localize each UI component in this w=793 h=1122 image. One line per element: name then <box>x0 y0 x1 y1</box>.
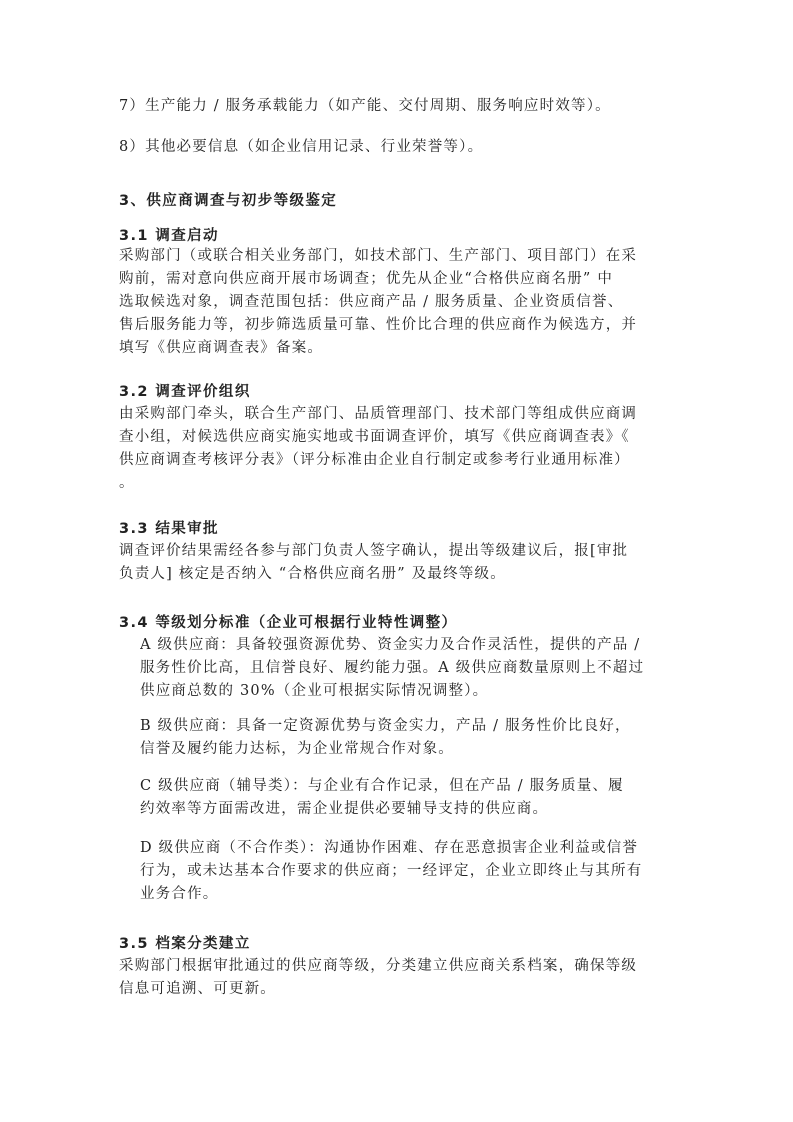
grade-d-line: D 级供应商（不合作类）：沟通协作困难、存在恶意损害企业利益或信誉 <box>140 840 639 856</box>
grade-a-line: 服务性价比高，且信誉良好、履约能力强。A 级供应商数量原则上不超过 <box>140 660 645 676</box>
grade-d-line: 行为，或未达基本合作要求的供应商；一经评定，企业立即终止与其所有 <box>140 863 643 879</box>
paragraph-line: 选取候选对象，调查范围包括：供应商产品 / 服务质量、企业资质信誉、 <box>119 294 624 310</box>
paragraph-line: 采购部门（或联合相关业务部门，如技术部门、生产部门、项目部门）在采 <box>119 248 638 264</box>
subsection-heading-3-4: 3.4 等级划分标准（企业可根据行业特性调整） <box>119 615 458 631</box>
paragraph-line: 采购部门根据审批通过的供应商等级，分类建立供应商关系档案，确保等级 <box>119 958 638 974</box>
paragraph-line: 信息可追溯、可更新。 <box>119 981 276 997</box>
paragraph-line: 填写《供应商调查表》备案。 <box>119 340 324 356</box>
grade-c-line: 约效率等方面需改进，需企业提供必要辅导支持的供应商。 <box>140 801 549 817</box>
paragraph-line: 调查评价结果需经各参与部门负责人签字确认，提出等级建议后，报[审批 <box>119 543 629 559</box>
grade-a-line: A 级供应商：具备较强资源优势、资金实力及合作灵活性，提供的产品 / <box>140 637 641 653</box>
paragraph-line: 查小组，对候选供应商实施实地或书面调查评价，填写《供应商调查表》《 <box>119 429 630 445</box>
paragraph-line: 由采购部门牵头，联合生产部门、品质管理部门、技术部门等组成供应商调 <box>119 406 638 422</box>
subsection-heading-3-1: 3.1 调查启动 <box>119 228 219 244</box>
paragraph-line: 。 <box>119 475 135 491</box>
list-item-8: 8）其他必要信息（如企业信用记录、行业荣誉等）。 <box>119 139 484 155</box>
subsection-heading-3-5: 3.5 档案分类建立 <box>119 936 251 952</box>
subsection-heading-3-2: 3.2 调查评价组织 <box>119 384 251 400</box>
grade-b-line: B 级供应商：具备一定资源优势与资金实力，产品 / 服务性价比良好， <box>140 718 631 734</box>
subsection-heading-3-3: 3.3 结果审批 <box>119 521 219 537</box>
paragraph-line: 售后服务能力等，初步筛选质量可靠、性价比合理的供应商作为候选方，并 <box>119 317 638 333</box>
list-item-7: 7）生产能力 / 服务承载能力（如产能、交付周期、服务响应时效等）。 <box>119 98 611 114</box>
grade-a-line: 供应商总数的 30%（企业可根据实际情况调整）。 <box>140 683 489 699</box>
paragraph-line: 购前，需对意向供应商开展市场调查；优先从企业“合格供应商名册” 中 <box>119 271 614 287</box>
grade-c-line: C 级供应商（辅导类）：与企业有合作记录，但在产品 / 服务质量、履 <box>140 778 624 794</box>
grade-b-line: 信誉及履约能力达标，为企业常规合作对象。 <box>140 741 454 757</box>
section-heading-3: 3、供应商调查与初步等级鉴定 <box>119 193 338 209</box>
paragraph-line: 负责人] 核定是否纳入 “合格供应商名册” 及最终等级。 <box>119 566 506 582</box>
grade-d-line: 业务合作。 <box>140 886 219 902</box>
paragraph-line: 供应商调查考核评分表》（评分标准由企业自行制定或参考行业通用标准） <box>119 452 630 468</box>
